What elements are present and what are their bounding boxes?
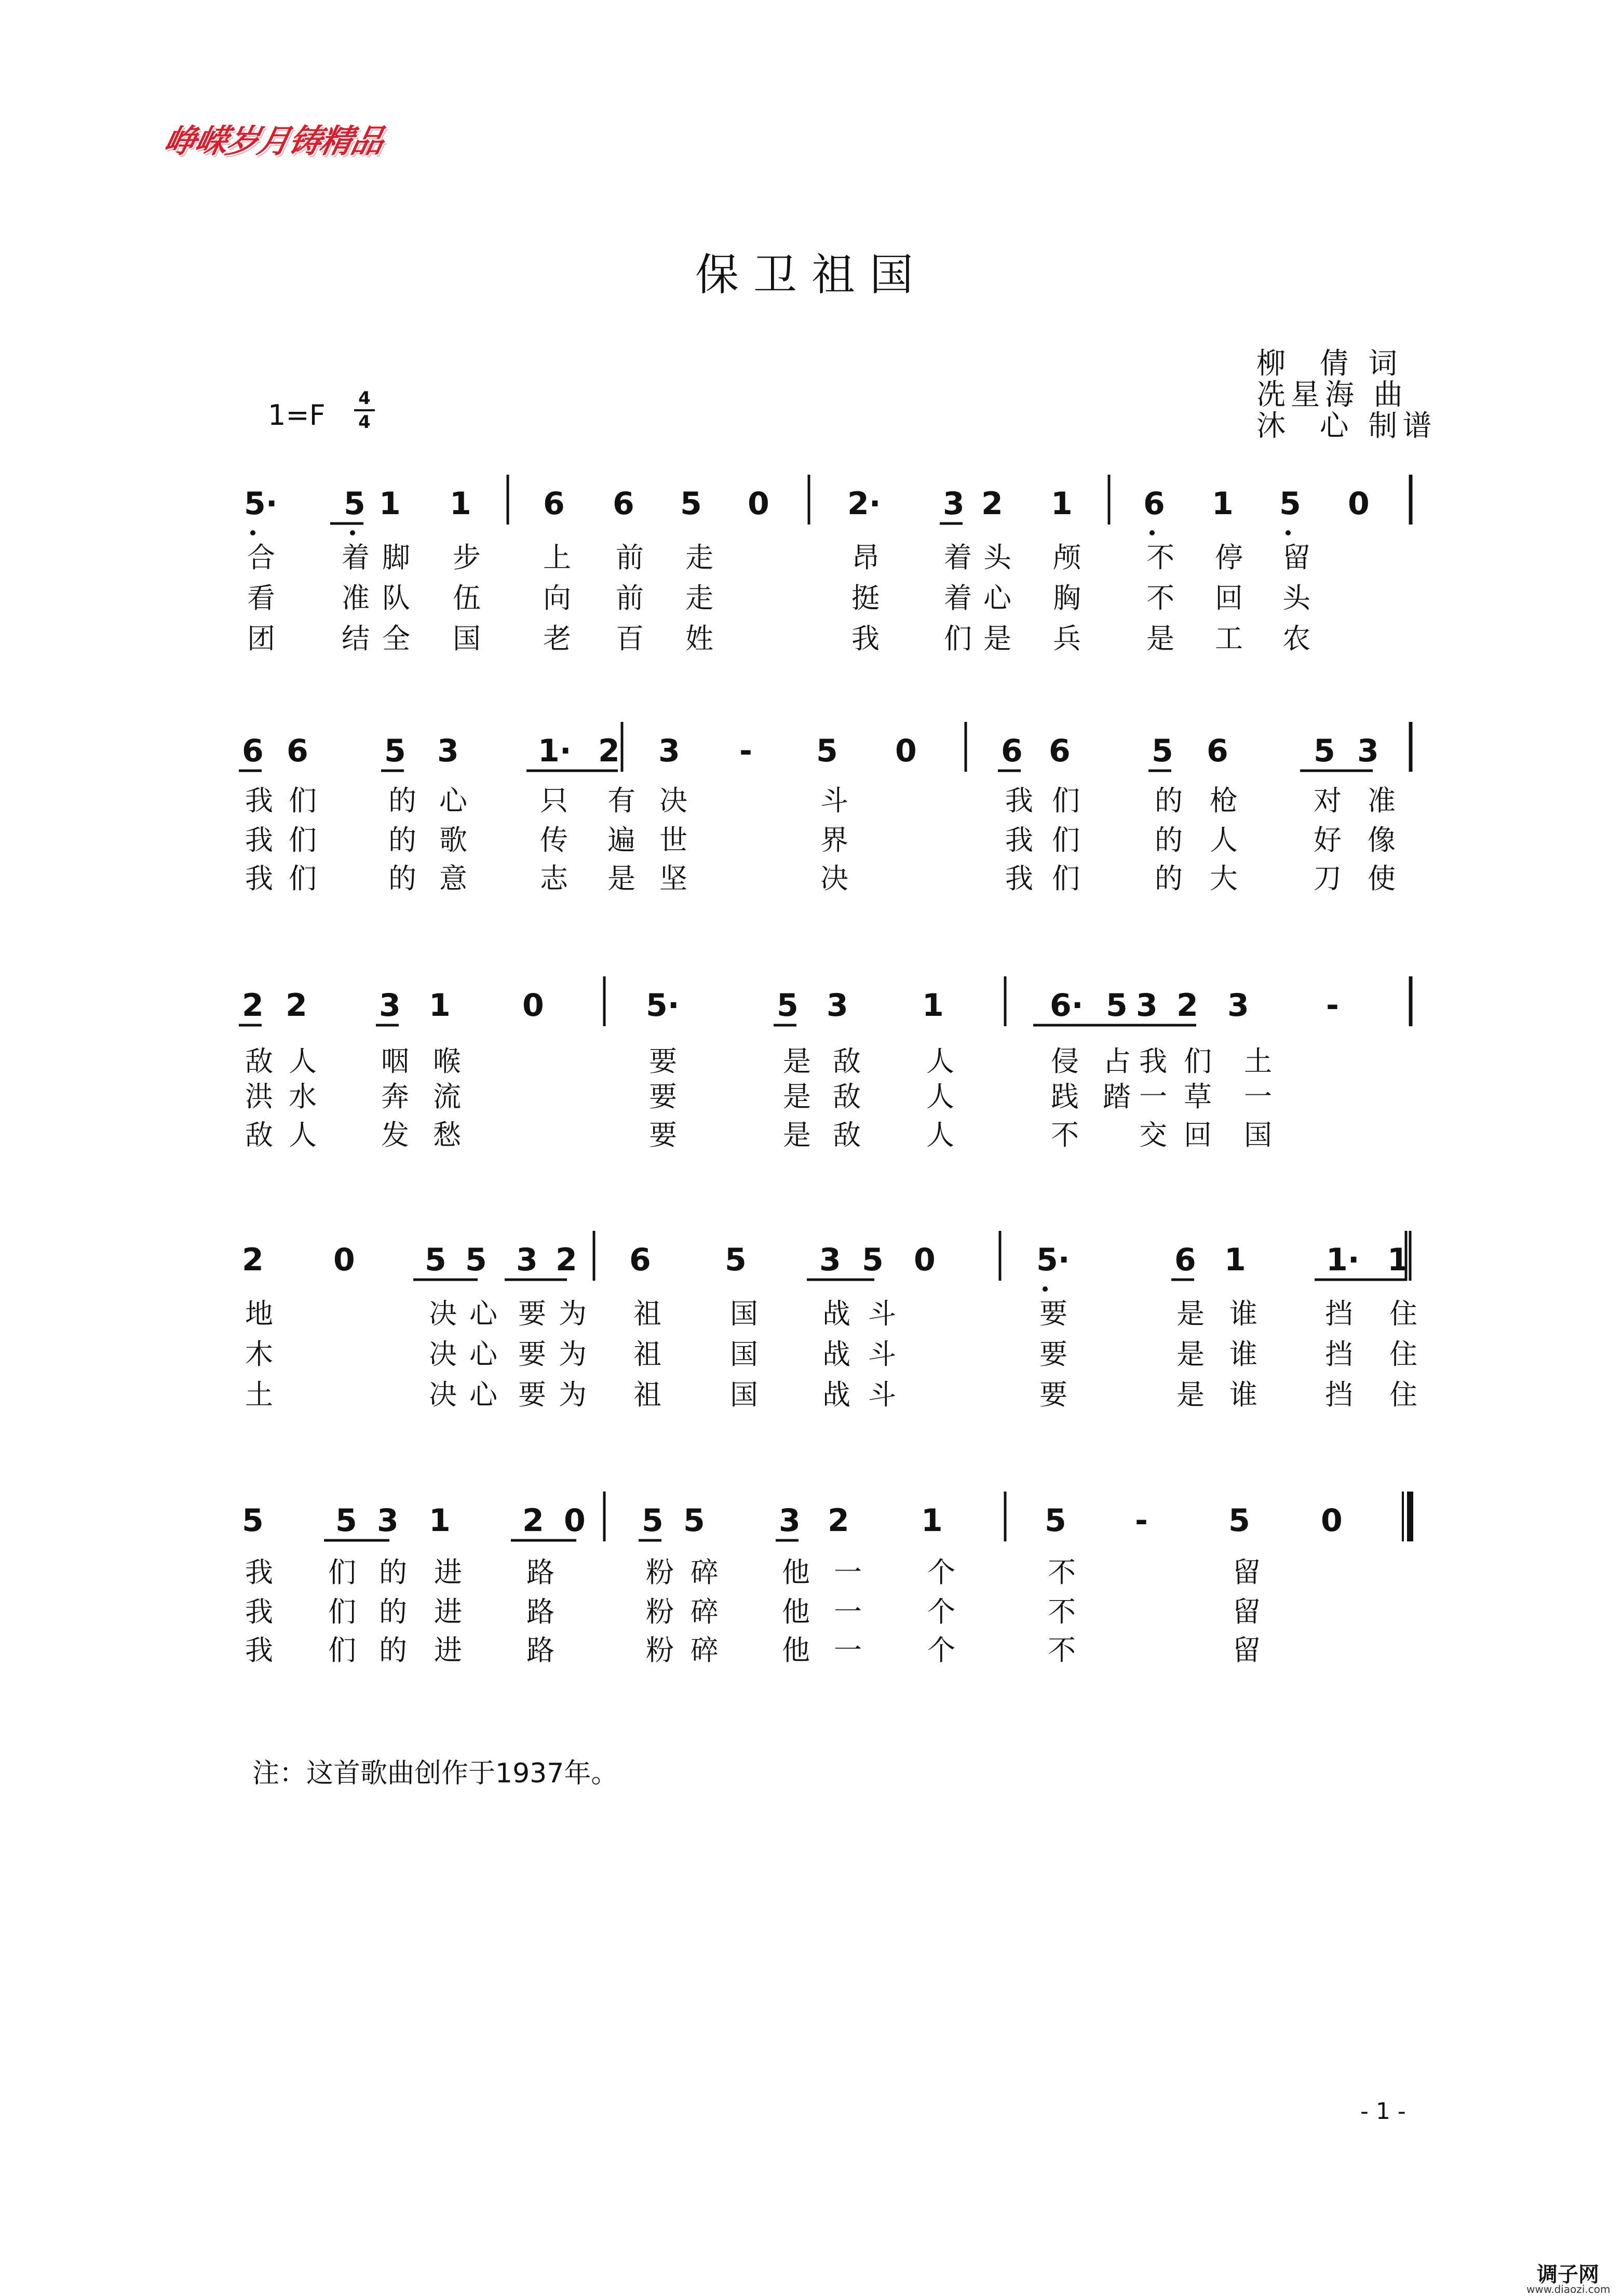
lyric-char: 为 (559, 1378, 587, 1411)
lyric-char: 决 (429, 1297, 457, 1330)
note: 6 (1207, 733, 1228, 769)
lyric-char: 我 (245, 1556, 273, 1589)
lyric-char: 着 (342, 541, 370, 574)
lyric-char: 心 (469, 1297, 497, 1330)
lyric-char: 粉 (646, 1634, 674, 1667)
lyric-char: 粉 (646, 1595, 674, 1628)
note: 2 (598, 733, 620, 769)
note: 3 (819, 1242, 841, 1278)
lyric-char: 大 (1210, 862, 1238, 895)
lyric-char: 挡 (1325, 1297, 1353, 1330)
lyric-char: 头 (1282, 582, 1310, 614)
lyric-char: 着 (944, 541, 972, 574)
lyric-char: 践 (1051, 1080, 1079, 1113)
lyric-char: 要 (518, 1338, 546, 1371)
lyric-char: 木 (245, 1338, 273, 1371)
lyric-char: 要 (649, 1080, 677, 1113)
lyric-char: 人 (289, 1119, 317, 1151)
key-signature: 1=F (268, 399, 326, 432)
note: 2 (242, 1242, 264, 1278)
lyric-char: 回 (1215, 582, 1243, 614)
note: 2 (286, 987, 307, 1024)
note: 0 (895, 733, 917, 769)
lyric-char: 水 (289, 1080, 317, 1113)
lyric-char: 他 (782, 1556, 810, 1589)
lyric-char: 们 (328, 1595, 356, 1628)
lyric-char: 是 (783, 1045, 811, 1078)
lyric-char: 斗 (868, 1338, 896, 1371)
lyric-char: 伍 (453, 582, 481, 614)
lyric-char: 的 (388, 784, 416, 817)
lyric-char: 我 (1005, 824, 1033, 856)
lyric-char: 不 (1048, 1595, 1076, 1628)
lyric-char: 进 (434, 1595, 462, 1628)
note: 5 (816, 733, 838, 769)
time-signature-bottom: 4 (358, 412, 371, 433)
lyric-char: 的 (1155, 824, 1183, 856)
note: 5· (1036, 1242, 1070, 1278)
lyric-char: 看 (247, 582, 275, 614)
note: 0 (1321, 1502, 1343, 1539)
note: 2 (556, 1242, 577, 1278)
lyric-char: 队 (382, 582, 410, 614)
lyric-char: 祖 (633, 1297, 661, 1330)
lyric-char: 好 (1314, 824, 1342, 856)
note: - (1135, 1502, 1148, 1539)
note: 5 (425, 1242, 447, 1278)
note: 5 (1279, 486, 1301, 522)
note: 5 (680, 486, 702, 522)
note: 0 (748, 486, 769, 522)
lyric-char: 土 (245, 1378, 273, 1411)
lyric-char: 兵 (1053, 622, 1081, 655)
lyric-char: 他 (782, 1595, 810, 1628)
note: 3 (943, 486, 965, 522)
note: 1· (538, 733, 572, 769)
lyric-char: 只 (540, 784, 568, 817)
note: 6 (242, 733, 264, 769)
lyric-char: 发 (381, 1119, 409, 1151)
time-signature-top: 4 (358, 388, 371, 409)
note: 6· (1050, 987, 1084, 1024)
note: 3 (516, 1242, 538, 1278)
lyric-char: 要 (649, 1119, 677, 1151)
note: 5 (1045, 1502, 1066, 1539)
lyric-char: 结 (342, 622, 370, 655)
lyric-char: 人 (1210, 824, 1238, 856)
page-number: - 1 - (1360, 2098, 1406, 2125)
lyric-char: 洪 (245, 1080, 273, 1113)
lyric-char: 我 (245, 862, 273, 895)
lyric-char: 住 (1389, 1338, 1417, 1371)
lyric-char: 的 (1155, 784, 1183, 817)
lyric-char: 决 (429, 1338, 457, 1371)
lyric-char: 进 (434, 1556, 462, 1589)
note: 0 (564, 1502, 586, 1539)
lyric-char: 枪 (1210, 784, 1238, 817)
note: 1 (1212, 486, 1234, 522)
lyric-char: 农 (1282, 622, 1310, 655)
lyric-char: 心 (469, 1378, 497, 1411)
lyric-char: 是 (1176, 1338, 1205, 1371)
note: 6 (1143, 486, 1165, 522)
lyric-char: 们 (944, 622, 972, 655)
note: 2 (522, 1502, 544, 1539)
note: 5 (384, 733, 406, 769)
note: 5 (1314, 733, 1335, 769)
lyric-char: 碎 (691, 1556, 719, 1589)
lyric-char: 挡 (1325, 1338, 1353, 1371)
note: 5 (683, 1502, 705, 1539)
note: 6 (1174, 1242, 1196, 1278)
lyric-char: 我 (851, 622, 880, 655)
lyric-char: 世 (659, 824, 687, 856)
note: 3 (377, 1502, 399, 1539)
lyric-char: 老 (543, 622, 571, 655)
lower-octave-dot (250, 530, 255, 535)
note: 1 (429, 987, 451, 1024)
lyric-char: 为 (559, 1297, 587, 1330)
lyric-char: 一 (834, 1556, 862, 1589)
note: 0 (333, 1242, 355, 1278)
lyric-char: 心 (439, 784, 467, 817)
lyric-char: 是 (607, 862, 635, 895)
lyric-char: 向 (543, 582, 571, 614)
note: 2· (847, 486, 881, 522)
lyric-char: 对 (1314, 784, 1342, 817)
note: 5· (646, 987, 680, 1024)
lyric-char: 的 (379, 1556, 407, 1589)
lyric-char: 谁 (1229, 1378, 1257, 1411)
lyric-char: 要 (649, 1045, 677, 1078)
lyric-char: 一 (1139, 1080, 1167, 1113)
lyric-char: 一 (834, 1595, 862, 1628)
lyric-char: 前 (616, 541, 644, 574)
note: 6 (1001, 733, 1023, 769)
note: 3 (1357, 733, 1379, 769)
lyric-char: 坚 (659, 862, 687, 895)
note: 5· (244, 486, 278, 522)
lyric-char: 的 (1155, 862, 1183, 895)
lower-octave-dot (1043, 1286, 1048, 1292)
lyric-char: 决 (820, 862, 848, 895)
lyric-char: 们 (1052, 862, 1080, 895)
note: 2 (1176, 987, 1198, 1024)
note: 2 (828, 1502, 849, 1539)
lyric-char: 敌 (833, 1119, 861, 1151)
note: 5 (642, 1502, 664, 1539)
lyric-char: 头 (983, 541, 1011, 574)
site-url: www.diaozi.com (1526, 2283, 1611, 2295)
lyric-char: 战 (822, 1338, 850, 1371)
lyric-char: 们 (1052, 824, 1080, 856)
lyric-char: 刀 (1314, 862, 1342, 895)
lyric-char: 敌 (833, 1045, 861, 1078)
lyric-char: 人 (289, 1045, 317, 1078)
note: 3 (379, 987, 401, 1024)
lyric-char: 路 (526, 1634, 554, 1667)
note: 1 (1051, 486, 1073, 522)
lyric-char: 要 (518, 1378, 546, 1411)
lyric-char: 的 (379, 1595, 407, 1628)
lyric-char: 愁 (433, 1119, 461, 1151)
lower-octave-dot (1149, 530, 1155, 535)
lyric-char: 咽 (381, 1045, 409, 1078)
lyric-char: 的 (379, 1634, 407, 1667)
lyric-char: 占 (1103, 1045, 1131, 1078)
note: 1 (1224, 1242, 1246, 1278)
lyric-char: 斗 (868, 1378, 896, 1411)
lyric-char: 草 (1184, 1080, 1212, 1113)
lyric-char: 停 (1215, 541, 1243, 574)
note: 0 (914, 1242, 936, 1278)
lyric-char: 敌 (245, 1119, 273, 1151)
lyric-char: 要 (1039, 1338, 1067, 1371)
note: 0 (522, 987, 544, 1024)
lyric-char: 遍 (607, 824, 635, 856)
lyric-char: 留 (1233, 1595, 1261, 1628)
lyric-char: 们 (1184, 1045, 1212, 1078)
lyric-char: 挡 (1325, 1378, 1353, 1411)
lyric-char: 们 (1052, 784, 1080, 817)
lower-octave-dot (1286, 530, 1291, 535)
lyric-char: 国 (1244, 1119, 1272, 1151)
lyric-char: 们 (289, 862, 317, 895)
lyric-char: 要 (1039, 1378, 1067, 1411)
note: 3 (827, 987, 848, 1024)
lyric-char: 我 (1005, 862, 1033, 895)
lyric-char: 有 (607, 784, 635, 817)
lyric-char: 我 (1139, 1045, 1167, 1078)
note: 5 (777, 987, 799, 1024)
lyric-char: 是 (783, 1119, 811, 1151)
note: - (1326, 987, 1339, 1024)
note: 3 (658, 733, 680, 769)
lyric-char: 不 (1146, 541, 1174, 574)
note: 2 (242, 987, 264, 1024)
lyric-char: 住 (1389, 1378, 1417, 1411)
lyric-char: 不 (1048, 1556, 1076, 1589)
note: 6 (629, 1242, 651, 1278)
lyric-char: 我 (1005, 784, 1033, 817)
lyric-char: 交 (1139, 1119, 1167, 1151)
lyric-char: 们 (289, 824, 317, 856)
lyric-char: 侵 (1051, 1045, 1079, 1078)
lyric-char: 着 (944, 582, 972, 614)
lyric-char: 是 (983, 622, 1011, 655)
lyric-char: 心 (469, 1338, 497, 1371)
lyric-char: 百 (616, 622, 644, 655)
note: 6 (1049, 733, 1071, 769)
note: 3 (779, 1502, 801, 1539)
note: 5 (1106, 987, 1128, 1024)
lyric-char: 步 (453, 541, 481, 574)
lyric-char: 走 (685, 582, 713, 614)
lyric-char: 敌 (245, 1045, 273, 1078)
lyric-char: 地 (245, 1297, 273, 1330)
lyric-char: 祖 (633, 1338, 661, 1371)
note: 5 (1228, 1502, 1250, 1539)
note: 3 (1227, 987, 1249, 1024)
lyric-char: 一 (834, 1634, 862, 1667)
lyric-char: 人 (926, 1080, 954, 1113)
note: 1 (450, 486, 471, 522)
lyric-char: 是 (1176, 1378, 1205, 1411)
lyricist-credit: 柳 倩 词 (1256, 347, 1403, 381)
note: 3 (437, 733, 459, 769)
lyric-char: 胸 (1053, 582, 1081, 614)
note: 6 (613, 486, 634, 522)
watermark-logo: 峥嵘岁月铸精品 (160, 122, 387, 160)
note: 2 (981, 486, 1003, 522)
note: 5 (1152, 733, 1173, 769)
lyric-char: 决 (659, 784, 687, 817)
lyric-char: 斗 (868, 1297, 896, 1330)
lyric-char: 留 (1233, 1556, 1261, 1589)
lyric-char: 像 (1368, 824, 1396, 856)
lyric-char: 决 (429, 1378, 457, 1411)
lyric-char: 传 (540, 824, 568, 856)
lyric-char: 人 (926, 1119, 954, 1151)
arranger-credit: 沐 心 制谱 (1256, 409, 1437, 443)
lyric-char: 碎 (691, 1634, 719, 1667)
lyric-char: 要 (1039, 1297, 1067, 1330)
note: 1 (379, 486, 401, 522)
lyric-char: 个 (927, 1556, 955, 1589)
lyric-char: 是 (1176, 1297, 1205, 1330)
lyric-char: 我 (245, 784, 273, 817)
note: 0 (1348, 486, 1370, 522)
note: 5 (242, 1502, 264, 1539)
note: 6 (543, 486, 565, 522)
note: 1· (1326, 1242, 1360, 1278)
note: 5 (862, 1242, 884, 1278)
lyric-char: 流 (433, 1080, 461, 1113)
lyric-char: 他 (782, 1634, 810, 1667)
note: 3 (1136, 987, 1158, 1024)
lyric-char: 姓 (685, 622, 713, 655)
lyric-char: 的 (388, 824, 416, 856)
lyric-char: 国 (730, 1297, 758, 1330)
lyric-char: 住 (1389, 1297, 1417, 1330)
footnote: 注：这首歌曲创作于1937年。 (252, 1758, 618, 1789)
note: 1 (1387, 1242, 1409, 1278)
lyric-char: 留 (1282, 541, 1310, 574)
lyric-char: 们 (328, 1556, 356, 1589)
lyric-char: 敌 (833, 1080, 861, 1113)
lyric-char: 脚 (382, 541, 410, 574)
lyric-char: 合 (247, 541, 275, 574)
note: 5 (335, 1502, 357, 1539)
lyric-char: 碎 (691, 1595, 719, 1628)
lower-octave-dot (350, 530, 355, 535)
lyric-char: 颅 (1053, 541, 1081, 574)
lyric-char: 战 (822, 1378, 850, 1411)
song-title: 保卫祖国 (695, 249, 928, 300)
lyric-char: 前 (616, 582, 644, 614)
lyric-char: 是 (783, 1080, 811, 1113)
lyric-char: 人 (926, 1045, 954, 1078)
lyric-char: 奔 (381, 1080, 409, 1113)
lyric-char: 路 (526, 1556, 554, 1589)
lyric-char: 志 (540, 862, 568, 895)
lyric-char: 谁 (1229, 1297, 1257, 1330)
lyric-char: 是 (1146, 622, 1174, 655)
lyric-char: 进 (434, 1634, 462, 1667)
lyric-char: 国 (730, 1338, 758, 1371)
lyric-char: 路 (526, 1595, 554, 1628)
note: 6 (287, 733, 308, 769)
lyric-char: 个 (927, 1595, 955, 1628)
lyric-char: 使 (1368, 862, 1396, 895)
lyric-char: 界 (820, 824, 848, 856)
lyric-char: 为 (559, 1338, 587, 1371)
site-logo: 调子网 (1537, 2263, 1599, 2287)
lyric-char: 斗 (820, 784, 848, 817)
lyric-char: 回 (1184, 1119, 1212, 1151)
lyric-char: 祖 (633, 1378, 661, 1411)
lyric-char: 留 (1233, 1634, 1261, 1667)
lyric-char: 谁 (1229, 1338, 1257, 1371)
note: 5 (344, 486, 366, 522)
lyric-char: 全 (382, 622, 410, 655)
note: 1 (921, 1502, 943, 1539)
lyric-char: 准 (1368, 784, 1396, 817)
note: 1 (429, 1502, 451, 1539)
lyric-char: 不 (1146, 582, 1174, 614)
lyric-char: 踏 (1103, 1080, 1131, 1113)
lyric-char: 心 (983, 582, 1011, 614)
lyric-char: 一 (1244, 1080, 1272, 1113)
lyric-char: 个 (927, 1634, 955, 1667)
lyric-char: 土 (1244, 1045, 1272, 1078)
lyric-char: 昂 (851, 541, 880, 574)
lyric-char: 歌 (439, 824, 467, 856)
note: - (739, 733, 752, 769)
lyric-char: 不 (1051, 1119, 1079, 1151)
lyric-char: 我 (245, 1634, 273, 1667)
composer-credit: 冼星海 曲 (1256, 378, 1408, 412)
lyric-char: 工 (1215, 622, 1243, 655)
lyric-char: 走 (685, 541, 713, 574)
lyric-char: 们 (289, 784, 317, 817)
lyric-char: 国 (730, 1378, 758, 1411)
lyric-char: 要 (518, 1297, 546, 1330)
lyric-char: 粉 (646, 1556, 674, 1589)
lyric-char: 国 (453, 622, 481, 655)
lyric-char: 上 (543, 541, 571, 574)
note: 5 (465, 1242, 487, 1278)
lyric-char: 我 (245, 1595, 273, 1628)
lyric-char: 们 (328, 1634, 356, 1667)
lyric-char: 意 (439, 862, 467, 895)
lyric-char: 准 (342, 582, 370, 614)
lyric-char: 挺 (851, 582, 880, 614)
lyric-char: 不 (1048, 1634, 1076, 1667)
lyric-char: 战 (822, 1297, 850, 1330)
lyric-char: 喉 (433, 1045, 461, 1078)
lyric-char: 我 (245, 824, 273, 856)
note: 1 (922, 987, 944, 1024)
note: 5 (725, 1242, 747, 1278)
lyric-char: 团 (247, 622, 275, 655)
lyric-char: 的 (388, 862, 416, 895)
